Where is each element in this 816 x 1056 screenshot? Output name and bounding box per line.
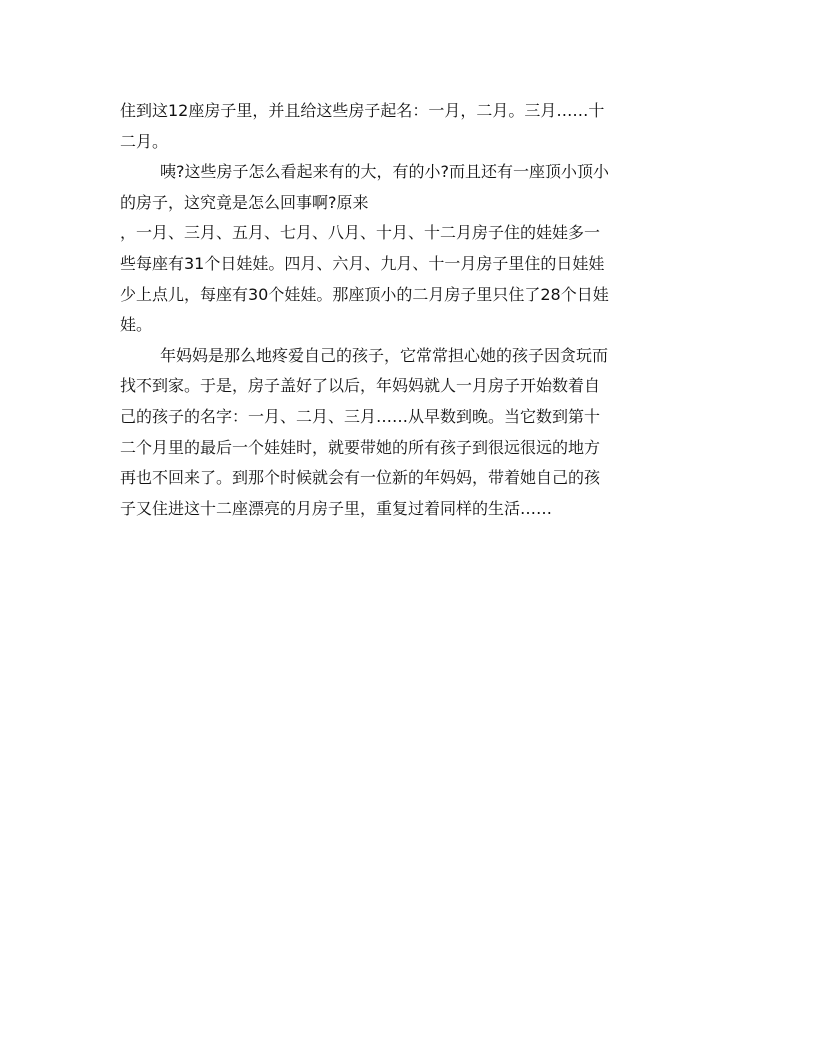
- text-line: ，一月、三月、五月、七月、八月、十月、十二月房子住的娃娃多一: [120, 223, 601, 243]
- text-line: 的房子，这究竟是怎么回事啊?原来: [120, 192, 369, 212]
- document-body: [120, 96, 692, 524]
- paragraph-1: [120, 96, 692, 157]
- text-line: 己的孩子的名字：一月、二月、三月……从早数到晚。当它数到第十: [120, 406, 601, 426]
- text-line: 些每座有31个日娃娃。四月、六月、九月、十一月房子里住的日娃娃: [120, 253, 605, 273]
- text-line: 年妈妈是那么地疼爱自己的孩子，它常常担心她的孩子因贪玩而: [160, 345, 609, 365]
- text-line: 再也不回来了。到那个时候就会有一位新的年妈妈，带着她自己的孩: [120, 468, 601, 488]
- text-line: 找不到家。于是，房子盖好了以后，年妈妈就人一月房子开始数着自: [120, 376, 601, 396]
- text-line: 住到这12座房子里，并且给这些房子起名：一月，二月。三月……十: [120, 101, 605, 120]
- text-line: 咦?这些房子怎么看起来有的大，有的小?而且还有一座顶小顶小: [160, 162, 609, 182]
- paragraph-3: [120, 341, 692, 525]
- text-line: 娃。: [120, 315, 153, 335]
- paragraph-2: [120, 157, 692, 341]
- text-line: 少上点儿，每座有30个娃娃。那座顶小的二月房子里只住了28个日娃: [120, 284, 609, 304]
- text-line: 二月。: [120, 131, 169, 151]
- text-line: 子又住进这十二座漂亮的月房子里，重复过着同样的生活……: [120, 498, 553, 518]
- text-line: 二个月里的最后一个娃娃时，就要带她的所有孩子到很远很远的地方: [120, 437, 601, 457]
